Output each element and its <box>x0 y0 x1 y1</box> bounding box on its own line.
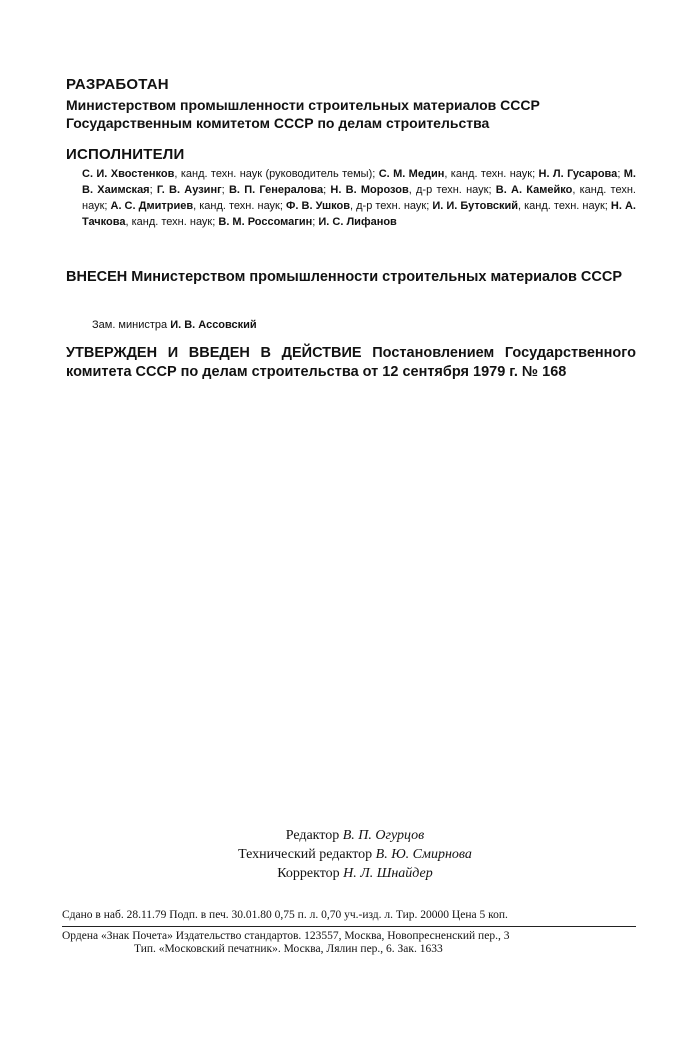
deputy-name: И. В. Ассовский <box>170 319 257 331</box>
proofreader-line <box>190 864 520 883</box>
imprint-print-data: Сдано в наб. 28.11.79 Подп. в печ. 30.01.80 0,75 п. л. 0,70 уч.-изд. л. Тир. 20000 Цена 5 коп. <box>62 909 508 921</box>
introduced-heading: ВНЕСЕН <box>66 269 128 285</box>
performer-name: Н. В. Морозов <box>330 184 409 196</box>
introduced-block <box>66 268 636 287</box>
performer-detail: ; <box>149 184 157 196</box>
proofreader-role: Корректор <box>277 866 344 881</box>
tech-editor-role: Технический редактор <box>238 847 376 862</box>
tech-editor-name: В. Ю. Смирнова <box>375 847 472 862</box>
performer-entry <box>218 216 318 228</box>
performer-name: Ф. В. Ушков <box>286 200 350 212</box>
performer-detail: , д-р техн. наук; <box>408 184 496 196</box>
performer-name: В. А. Камейко <box>495 184 573 196</box>
performer-name: В. П. Генералова <box>228 184 324 196</box>
proofreader-name: Н. Л. Шнайдер <box>343 866 433 881</box>
performer-entry <box>111 200 287 212</box>
editor-line <box>190 826 520 845</box>
printer-line: Тип. «Московский печатник». Москва, Лялин пер., 6. Зак. 1633 <box>134 943 443 955</box>
performer-name: М. В. Хаимская <box>82 168 636 196</box>
performer-detail: , д-р техн. наук; <box>350 200 433 212</box>
performer-entry <box>157 184 229 196</box>
performer-detail: , канд. техн. наук; <box>444 168 539 180</box>
developed-heading: РАЗРАБОТАН <box>66 76 169 93</box>
approved-block <box>66 344 636 382</box>
performer-detail: ; <box>312 216 319 228</box>
performer-entry <box>318 216 396 228</box>
performer-entry <box>432 200 611 212</box>
imprint-divider <box>62 926 636 927</box>
performer-detail: , канд. техн. наук; <box>518 200 611 212</box>
approved-text: Постановлением Государственного комитета СССР по делам строительства от 12 сентября 1979 г. № 168 <box>66 345 636 380</box>
performer-detail: , канд. техн. наук (руководитель темы); <box>174 168 379 180</box>
performers-list <box>82 166 636 230</box>
approved-heading: УТВЕРЖДЕН И ВВЕДЕН В ДЕЙСТВИЕ <box>66 345 362 361</box>
developed-line-2: Государственным комитетом СССР по делам строительства <box>66 115 490 131</box>
performer-name: С. И. Хвостенков <box>82 168 175 180</box>
performer-detail: ; <box>617 168 624 180</box>
performer-detail: ; <box>221 184 229 196</box>
performer-detail: , канд. техн. наук; <box>125 216 219 228</box>
performer-entry <box>82 168 379 180</box>
editor-role: Редактор <box>285 828 343 843</box>
deputy-minister <box>92 318 257 333</box>
performer-name: Н. Л. Гусарова <box>538 168 618 180</box>
performer-detail: ; <box>323 184 331 196</box>
performer-name: А. С. Дмитриев <box>110 200 194 212</box>
developed-line-1: Министерством промышленности строительных материалов СССР <box>66 97 540 113</box>
performer-name: Н. А. Тачкова <box>82 200 636 228</box>
publisher-line: Ордена «Знак Почета» Издательство стандартов. 123557, Москва, Новопресненский пер., 3 <box>62 930 510 942</box>
editors-block <box>190 826 520 883</box>
performer-name: И. И. Бутовский <box>432 200 519 212</box>
performer-entry <box>229 184 330 196</box>
performer-entry <box>379 168 539 180</box>
performer-entry <box>539 168 624 180</box>
introduced-text: Министерством промышленности строительных материалов СССР <box>127 269 622 285</box>
tech-editor-line <box>190 845 520 864</box>
deputy-label: Зам. министра <box>92 319 171 331</box>
performer-name: В. М. Россомагин <box>218 216 313 228</box>
performer-detail: , канд. техн. наук; <box>193 200 286 212</box>
imprint-publisher <box>62 930 636 956</box>
performers-heading: ИСПОЛНИТЕЛИ <box>66 146 185 163</box>
performer-entry <box>286 200 432 212</box>
performer-entry <box>330 184 495 196</box>
performer-name: С. М. Медин <box>378 168 445 180</box>
performer-name: И. С. Лифанов <box>318 216 397 228</box>
editor-name: В. П. Огурцов <box>342 828 425 843</box>
performer-detail: , канд. техн. наук; <box>82 184 636 212</box>
performer-name: Г. В. Аузинг <box>156 184 222 196</box>
